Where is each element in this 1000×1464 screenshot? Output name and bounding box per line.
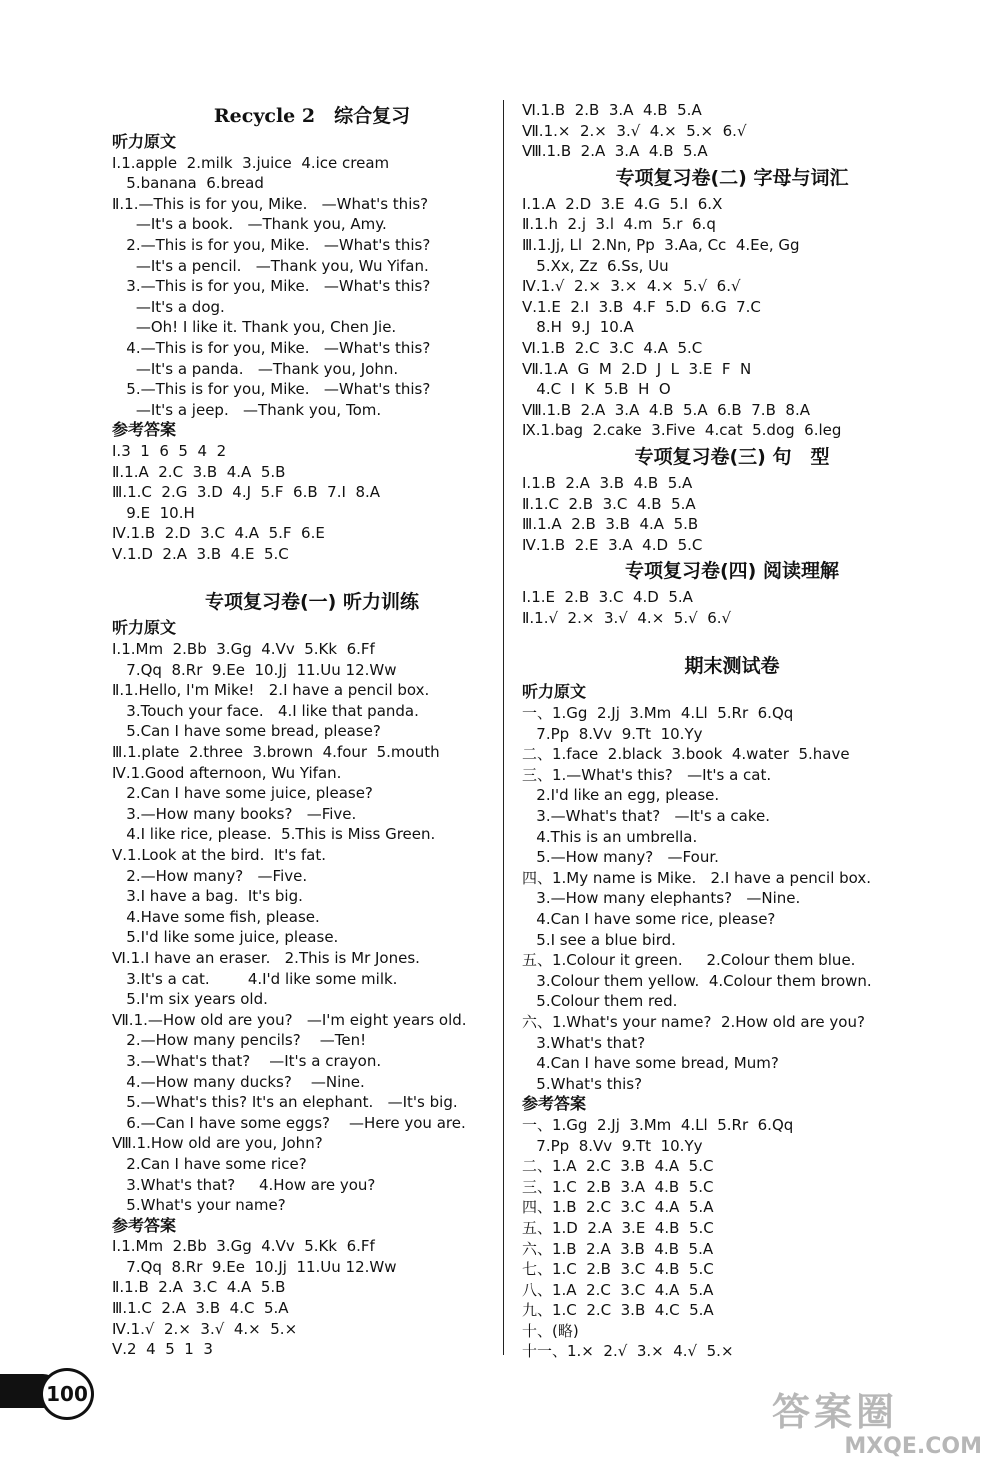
- section-title: 专项复习卷(二) 字母与词汇: [615, 166, 849, 189]
- answer-line: —It's a panda. —Thank you, John.: [112, 359, 399, 378]
- answer-line: 2.—How many pencils? —Ten!: [112, 1031, 367, 1050]
- answer-line: 十、(略): [522, 1321, 579, 1340]
- answer-line: Ⅴ.1.E 2.I 3.B 4.F 5.D 6.G 7.C: [522, 297, 761, 316]
- watermark-logo: [772, 1390, 982, 1460]
- answer-line: 2.—This is for you, Mike. —What's this?: [112, 235, 431, 254]
- answer-line: 2.—How many? —Five.: [112, 866, 308, 885]
- section-title: Recycle 2 综合复习: [213, 105, 411, 127]
- answer-line: 5.Colour them red.: [522, 992, 678, 1011]
- answer-line: 5.Can I have some bread, please?: [112, 722, 381, 741]
- answer-line: Ⅵ.1.B 2.B 3.A 4.B 5.A: [522, 101, 702, 119]
- answer-line: Ⅰ.3 1 6 5 4 2: [112, 441, 227, 460]
- answer-line: Ⅳ.1.Good afternoon, Wu Yifan.: [112, 763, 342, 782]
- answer-line: Ⅱ.1.√ 2.× 3.√ 4.× 5.√ 6.√: [522, 608, 732, 627]
- subsection-heading: 参考答案: [112, 1215, 177, 1235]
- answer-line: 3.What's that?: [522, 1033, 646, 1052]
- section-title: 专项复习卷(三) 句 型: [634, 445, 830, 468]
- subsection-heading: 参考答案: [112, 420, 177, 440]
- answer-line: 四、1.My name is Mike. 2.I have a pencil box.: [522, 868, 872, 887]
- answer-line: Ⅱ.1.B 2.A 3.C 4.A 5.B: [112, 1278, 286, 1297]
- answer-line: 3.—How many elephants? —Nine.: [522, 889, 801, 908]
- answer-line: Ⅱ.1.C 2.B 3.C 4.B 5.A: [522, 494, 696, 513]
- answer-line: Ⅳ.1.√ 2.× 3.× 4.× 5.√ 6.√: [522, 277, 741, 296]
- answer-line: Ⅲ.1.A 2.B 3.B 4.A 5.B: [522, 515, 699, 534]
- answer-line: 七、1.C 2.B 3.C 4.B 5.C: [522, 1260, 714, 1279]
- answer-line: Ⅰ.1.Mm 2.Bb 3.Gg 4.Vv 5.Kk 6.Ff: [112, 640, 375, 659]
- answer-line: 3.—What's that? —It's a cake.: [522, 807, 771, 826]
- answer-line: 7.Qq 8.Rr 9.Ee 10.Jj 11.Uu 12.Ww: [112, 660, 397, 679]
- answer-line: 4.Can I have some bread, Mum?: [522, 1054, 779, 1073]
- answer-line: 2.Can I have some juice, please?: [112, 784, 373, 803]
- answer-line: 九、1.C 2.C 3.B 4.C 5.A: [522, 1301, 714, 1320]
- answer-line: Ⅶ.1.× 2.× 3.√ 4.× 5.× 6.√: [522, 121, 747, 140]
- subsection-heading: 听力原文: [112, 132, 177, 151]
- column-divider: [503, 100, 504, 1355]
- answer-line: 六、1.What's your name? 2.How old are you?: [522, 1012, 865, 1031]
- answer-line: —Oh! I like it. Thank you, Chen Jie.: [112, 318, 397, 337]
- answer-line: Ⅸ.1.bag 2.cake 3.Five 4.cat 5.dog 6.leg: [522, 421, 842, 440]
- answer-line: 8.H 9.J 10.A: [522, 318, 634, 337]
- answer-line: Ⅰ.1.B 2.A 3.B 4.B 5.A: [522, 473, 693, 492]
- answer-line: Ⅴ.2 4 5 1 3: [112, 1340, 213, 1359]
- answer-line: 6.—Can I have some eggs? —Here you are.: [112, 1113, 466, 1132]
- answer-line: Ⅳ.1.√ 2.× 3.√ 4.× 5.×: [112, 1319, 298, 1338]
- answer-line: 三、1.—What's this? —It's a cat.: [522, 765, 772, 784]
- answer-line: 5.I'd like some juice, please.: [112, 928, 339, 947]
- answer-line: 4.C I K 5.B H O: [522, 380, 671, 399]
- answer-line: 4.Can I have some rice, please?: [522, 910, 776, 928]
- answer-line: Ⅱ.1.Hello, I'm Mike! 2.I have a pencil box.: [112, 681, 430, 700]
- answer-line: 9.E 10.H: [112, 503, 195, 522]
- answer-line: 7.Pp 8.Vv 9.Tt 10.Yy: [522, 1136, 703, 1155]
- answer-line: 二、1.face 2.black 3.book 4.water 5.have: [522, 745, 850, 764]
- answer-line: Ⅰ.1.E 2.B 3.C 4.D 5.A: [522, 588, 693, 607]
- answer-line: Ⅷ.1.B 2.A 3.A 4.B 5.A 6.B 7.B 8.A: [522, 400, 810, 419]
- answer-line: 八、1.A 2.C 3.C 4.A 5.A: [522, 1280, 714, 1299]
- answer-line: 5.I see a blue bird.: [522, 930, 676, 949]
- answer-line: Ⅴ.1.D 2.A 3.B 4.E 5.C: [112, 544, 289, 563]
- answer-line: Ⅶ.1.A G M 2.D J L 3.E F N: [522, 359, 752, 378]
- section-title: 专项复习卷(四) 阅读理解: [625, 560, 839, 583]
- answer-line: 5.—What's this? It's an elephant. —It's big.: [112, 1093, 458, 1112]
- answer-line: Ⅷ.1.How old are you, John?: [112, 1134, 323, 1153]
- answer-line: 5.What's this?: [522, 1074, 643, 1093]
- answer-line: 4.—This is for you, Mike. —What's this?: [112, 338, 431, 357]
- answer-line: Ⅱ.1.h 2.j 3.l 4.m 5.r 6.q: [522, 215, 716, 234]
- answer-line: Ⅲ.1.plate 2.three 3.brown 4.four 5.mouth: [112, 743, 440, 762]
- answer-line: 3.—What's that? —It's a crayon.: [112, 1051, 382, 1070]
- answer-line: Ⅳ.1.B 2.D 3.C 4.A 5.F 6.E: [112, 524, 325, 543]
- answer-line: 5.I'm six years old.: [112, 990, 268, 1009]
- answer-line: 4.I like rice, please. 5.This is Miss Green.: [112, 825, 436, 844]
- answer-line: 3.Touch your face. 4.I like that panda.: [112, 701, 419, 720]
- answer-line: 5.—This is for you, Mike. —What's this?: [112, 380, 431, 399]
- answer-line: Ⅴ.1.Look at the bird. It's fat.: [112, 846, 327, 864]
- answer-line: 3.It's a cat. 4.I'd like some milk.: [112, 969, 398, 988]
- answer-line: 5.banana 6.bread: [112, 174, 264, 193]
- answer-line: Ⅵ.1.B 2.C 3.C 4.A 5.C: [522, 338, 703, 357]
- section-title: 期末测试卷: [684, 655, 780, 678]
- answer-line: —It's a dog.: [112, 297, 225, 316]
- answer-line: Ⅶ.1.—How old are you? —I'm eight years old.: [112, 1010, 467, 1029]
- answer-line: 7.Qq 8.Rr 9.Ee 10.Jj 11.Uu 12.Ww: [112, 1257, 397, 1276]
- answer-line: 4.This is an umbrella.: [522, 827, 698, 846]
- answer-line: 3.What's that? 4.How are you?: [112, 1175, 376, 1194]
- answer-line: 3.—This is for you, Mike. —What's this?: [112, 277, 431, 296]
- answer-line: 四、1.B 2.C 3.C 4.A 5.A: [522, 1198, 714, 1217]
- spacer: [112, 564, 492, 586]
- answer-line: 十一、1.× 2.√ 3.× 4.√ 5.×: [522, 1342, 734, 1361]
- answer-line: 3.I have a bag. It's big.: [112, 887, 303, 906]
- section-title: 专项复习卷(一) 听力训练: [205, 591, 419, 614]
- watermark-url: MXQE.COM: [844, 1434, 982, 1459]
- answer-line: Ⅲ.1.C 2.G 3.D 4.J 5.F 6.B 7.I 8.A: [112, 483, 381, 502]
- answer-line: Ⅳ.1.B 2.E 3.A 4.D 5.C: [522, 535, 703, 554]
- answer-line: 5.What's your name?: [112, 1196, 286, 1215]
- answer-line: Ⅰ.1.Mm 2.Bb 3.Gg 4.Vv 5.Kk 6.Ff: [112, 1237, 375, 1256]
- answer-line: 5.Xx, Zz 6.Ss, Uu: [522, 256, 669, 275]
- answer-line: 3.Colour them yellow. 4.Colour them brown.: [522, 971, 872, 990]
- answer-line: 一、1.Gg 2.Jj 3.Mm 4.Ll 5.Rr 6.Qq: [522, 704, 794, 723]
- answer-line: Ⅲ.1.C 2.A 3.B 4.C 5.A: [112, 1299, 289, 1318]
- subsection-heading: 听力原文: [112, 618, 177, 638]
- answer-line: 2.Can I have some rice?: [112, 1154, 307, 1173]
- answer-line: Ⅰ.1.A 2.D 3.E 4.G 5.I 6.X: [522, 194, 723, 213]
- page-number-badge: [0, 1368, 88, 1416]
- watermark-text: 答案圈: [772, 1390, 899, 1434]
- answer-line: 4.—How many ducks? —Nine.: [112, 1072, 365, 1091]
- left-column: [112, 100, 492, 1360]
- answer-line: —It's a pencil. —Thank you, Wu Yifan.: [112, 256, 429, 275]
- answer-line: Ⅲ.1.Jj, Ll 2.Nn, Pp 3.Aa, Cc 4.Ee, Gg: [522, 235, 800, 254]
- answer-line: Ⅰ.1.apple 2.milk 3.juice 4.ice cream: [112, 153, 390, 172]
- answer-line: 五、1.D 2.A 3.E 4.B 5.C: [522, 1218, 714, 1237]
- answer-line: —It's a jeep. —Thank you, Tom.: [112, 400, 382, 419]
- answer-line: 4.Have some fish, please.: [112, 907, 320, 926]
- answer-line: 二、1.A 2.C 3.B 4.A 5.C: [522, 1157, 714, 1176]
- page-number: 100: [40, 1368, 94, 1420]
- answer-line: 六、1.B 2.A 3.B 4.B 5.A: [522, 1239, 714, 1258]
- answer-line: 3.—How many books? —Five.: [112, 804, 357, 823]
- answer-line: Ⅷ.1.B 2.A 3.A 4.B 5.A: [522, 142, 708, 161]
- right-column: [522, 100, 922, 1362]
- subsection-heading: 参考答案: [522, 1094, 587, 1114]
- answer-line: 一、1.Gg 2.Jj 3.Mm 4.Ll 5.Rr 6.Qq: [522, 1115, 794, 1134]
- spacer: [522, 628, 922, 650]
- answer-line: Ⅱ.1.A 2.C 3.B 4.A 5.B: [112, 462, 286, 481]
- answer-line: Ⅵ.1.I have an eraser. 2.This is Mr Jones.: [112, 948, 420, 967]
- answer-line: 三、1.C 2.B 3.A 4.B 5.C: [522, 1177, 714, 1196]
- answer-line: Ⅱ.1.—This is for you, Mike. —What's this?: [112, 194, 429, 213]
- subsection-heading: 听力原文: [522, 682, 587, 702]
- answer-line: 2.I'd like an egg, please.: [522, 786, 720, 805]
- answer-line: 五、1.Colour it green. 2.Colour them blue.: [522, 951, 856, 970]
- answer-line: —It's a book. —Thank you, Amy.: [112, 215, 387, 234]
- answer-line: 5.—How many? —Four.: [522, 848, 719, 867]
- answer-line: 7.Pp 8.Vv 9.Tt 10.Yy: [522, 724, 703, 743]
